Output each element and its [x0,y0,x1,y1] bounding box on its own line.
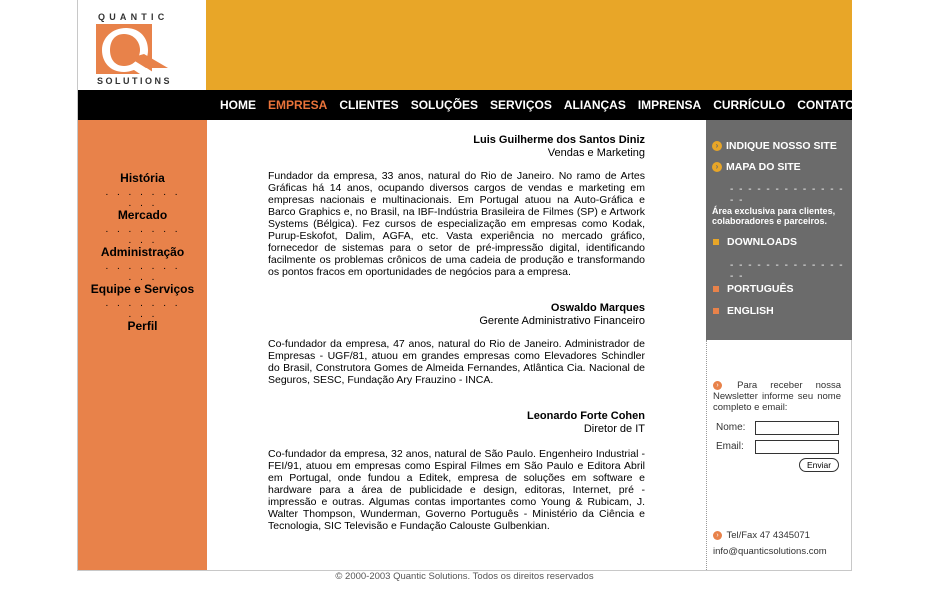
sidebar-separator: . . . . . . . . . . [105,224,181,246]
logo-q-mark [96,24,172,74]
person-bio: Fundador da empresa, 33 anos, natural do Rio de Janeiro. No ramo de Artes Gráficas há 14 anos, ocupando diversos cargos de vendas e marketing em empresas nacionais e multinacionais. Em Portugal atuou na Auto-Gráfica e Barco Graphics e, no Brasil, na IBF-Indústria Brasileira de Filmes (SP) e Artwork Systems (Bélgica). Fez cursos de especialização em empresas como Kodak, Purup-Eskofot, Dalim, AGFA, etc. Vasta experiência no mercado gráfico, fornecedor de sistemas para o setor de pré-impressão digital, identificando facilmente os problemas crônicos de uma cadeia de produção e transformando os pontos fracos em oportunidades de negócios para a empresa. [268,170,645,278]
logo-top-text: QUANTIC [98,12,169,22]
nav-aliancas[interactable]: ALIANÇAS [563,98,626,112]
mapa-link[interactable] [712,161,801,173]
name-input[interactable] [755,421,839,435]
email-label: Email: [716,441,744,452]
sidebar-separator: . . . . . . . . . . [105,261,181,283]
person-name: Leonardo Forte Cohen [527,410,645,422]
sidebar-item-equipe-servicos[interactable]: Equipe e Serviços [90,282,195,296]
header-banner [206,0,852,90]
nav-imprensa[interactable]: IMPRENSA [637,98,702,112]
page-frame [77,0,855,571]
main-nav [78,90,855,120]
nav-solucoes[interactable]: SOLUÇÕES [410,98,479,112]
sidebar-separator: . . . . . . . . . . [105,187,181,209]
mapa-label: MAPA DO SITE [726,161,801,173]
newsletter-panel [706,340,852,570]
sidebar-item-perfil[interactable]: Perfil [127,319,158,333]
email-link[interactable]: info@quanticsolutions.com [713,546,827,557]
arrow-circle-icon: › [712,162,722,172]
left-sidebar [78,120,207,570]
person-bio: Co-fundador da empresa, 32 anos, natural de São Paulo. Engenheiro Industrial - FEI/91, atuou em empresas como Espiral Filmes em São Paulo e Editora Abril em Portugal, onde fundou a Editek, empresa de soluções em software e hardware para a área de publicidade e design, editoras, Internet, pré - impressão e outras. Algumas contas importantes como Young & Rubicam, J. Walter Thompson, Wunderman, Governo Português - Ministério da Ciência e Tecnologia, SIC Televisão e Fundação Calouste Gulbenkian. [268,448,645,532]
email-input[interactable] [755,440,839,454]
name-label: Nome: [716,422,746,433]
nav-home[interactable]: HOME [220,98,256,112]
sidebar-item-administracao[interactable]: Administração [100,245,185,259]
indique-label: INDIQUE NOSSO SITE [726,140,837,152]
nav-clientes[interactable]: CLIENTES [339,98,399,112]
person-role: Gerente Administrativo Financeiro [479,315,645,327]
person-name: Luis Guilherme dos Santos Diniz [473,134,645,146]
square-bullet-icon [713,308,719,314]
person-bio: Co-fundador da empresa, 47 anos, natural do Rio de Janeiro. Administrador de Empresas - UGF/81, atuou em grandes empresas como Elevadores Schindler do Brasil, Construtora Gomes de Almeida Fernandes, Atlântica Cia. Nacional de Seguros, SESC, Fundação Ary Frauzino - INCA. [268,338,645,386]
right-gray-panel [706,120,852,340]
sidebar-separator: . . . . . . . . . . [105,298,181,320]
english-label: ENGLISH [727,305,774,317]
nav-servicos[interactable]: SERVIÇOS [490,98,552,112]
tel-text: Tel/Fax 47 4345071 [726,530,810,541]
arrow-circle-icon: › [712,141,722,151]
sidebar-item-mercado[interactable]: Mercado [117,208,168,222]
newsletter-label: Para receber nossa Newsletter informe seu nome completo e email: [713,380,841,413]
nav-curriculo[interactable]: CURRÍCULO [713,98,786,112]
arrow-circle-icon: › [713,381,722,390]
tel-fax [713,530,810,541]
person-role: Vendas e Marketing [547,147,645,159]
portugues-label: PORTUGUÊS [727,283,794,295]
english-link[interactable] [712,305,774,317]
logo-bottom-text: SOLUTIONS [97,76,173,86]
sidebar-item-historia[interactable]: História [120,171,165,185]
nav-contato[interactable]: CONTATO [797,98,855,112]
nav-empresa[interactable]: EMPRESA [268,98,328,112]
downloads-link[interactable] [712,236,797,248]
indique-link[interactable] [712,140,837,152]
downloads-label: DOWNLOADS [727,236,797,248]
footer-copyright: © 2000-2003 Quantic Solutions. Todos os direitos reservados [335,571,594,582]
square-bullet-icon [713,286,719,292]
person-name: Oswaldo Marques [550,302,645,314]
divider: - - - - - - - - - - - - - - - [730,184,845,206]
portugues-link[interactable] [712,283,794,295]
person-role: Diretor de IT [583,423,645,435]
send-button[interactable]: Enviar [799,458,839,472]
area-exclusiva-text: Área exclusiva para clientes, colaboradores e parceiros. [712,206,836,226]
nav-list [220,90,867,120]
divider: - - - - - - - - - - - - - - - [730,260,845,282]
arrow-circle-icon: › [713,531,722,540]
square-bullet-icon [713,239,719,245]
logo[interactable] [78,0,206,90]
newsletter-text [713,380,841,413]
